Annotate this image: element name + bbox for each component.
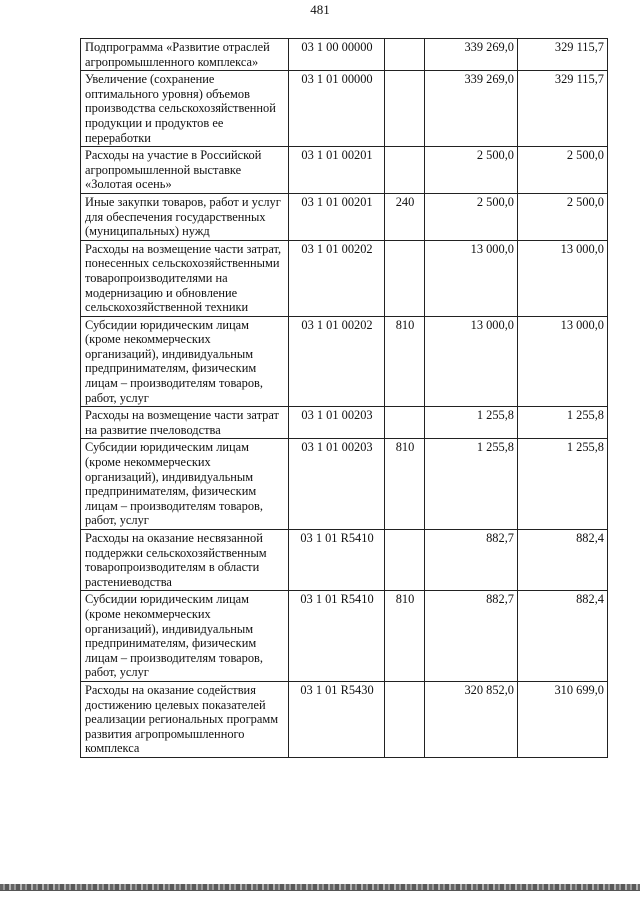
row-vr: 240	[385, 193, 425, 240]
row-sum-1: 339 269,0	[425, 71, 518, 147]
row-sum-1: 13 000,0	[425, 240, 518, 316]
row-sum-1: 1 255,8	[425, 407, 518, 439]
table-row	[81, 439, 608, 530]
row-sum-2: 329 115,7	[518, 39, 608, 71]
row-sum-2: 882,4	[518, 530, 608, 591]
row-sum-2: 310 699,0	[518, 681, 608, 757]
row-name: Расходы на возмещение части затрат на развитие пчеловодства	[81, 407, 289, 439]
row-code: 03 1 01 00203	[289, 439, 385, 530]
row-code: 03 1 01 00201	[289, 147, 385, 194]
row-sum-1: 1 255,8	[425, 439, 518, 530]
budget-table	[80, 38, 608, 758]
table-row	[81, 530, 608, 591]
row-sum-2: 13 000,0	[518, 316, 608, 407]
row-sum-1: 882,7	[425, 530, 518, 591]
row-vr: 810	[385, 591, 425, 682]
row-sum-2: 2 500,0	[518, 147, 608, 194]
row-code: 03 1 00 00000	[289, 39, 385, 71]
row-vr	[385, 147, 425, 194]
row-name: Подпрограмма «Развитие отраслей агропромышленного комплекса»	[81, 39, 289, 71]
row-name: Субсидии юридическим лицам (кроме некоммерческих организаций), индивидуальным предпринимателям, физическим лицам – производителям товаров, работ, услуг	[81, 591, 289, 682]
row-sum-1: 13 000,0	[425, 316, 518, 407]
table-row	[81, 591, 608, 682]
row-name: Расходы на возмещение части затрат, понесенных сельскохозяйственными товаропроизводителями на модернизацию и обновление сельскохозяйственной техники	[81, 240, 289, 316]
row-sum-2: 1 255,8	[518, 439, 608, 530]
row-name: Субсидии юридическим лицам (кроме некоммерческих организаций), индивидуальным предпринимателям, физическим лицам – производителям товаров, работ, услуг	[81, 316, 289, 407]
scan-edge-line	[0, 890, 640, 891]
row-vr: 810	[385, 439, 425, 530]
row-vr	[385, 681, 425, 757]
row-sum-2: 2 500,0	[518, 193, 608, 240]
row-name: Увеличение (сохранение оптимального уровня) объемов производства сельскохозяйственной продукции и продуктов ее переработки	[81, 71, 289, 147]
row-vr: 810	[385, 316, 425, 407]
row-vr	[385, 530, 425, 591]
row-vr	[385, 39, 425, 71]
row-name: Расходы на оказание несвязанной поддержки сельскохозяйственным товаропроизводителям в области растениеводства	[81, 530, 289, 591]
row-code: 03 1 01 00201	[289, 193, 385, 240]
row-name: Расходы на участие в Российской агропромышленной выставке «Золотая осень»	[81, 147, 289, 194]
table-row	[81, 71, 608, 147]
table-row	[81, 240, 608, 316]
row-vr	[385, 240, 425, 316]
row-name: Субсидии юридическим лицам (кроме некоммерческих организаций), индивидуальным предпринимателям, физическим лицам – производителям товаров, работ, услуг	[81, 439, 289, 530]
row-code: 03 1 01 00000	[289, 71, 385, 147]
table-row	[81, 316, 608, 407]
row-sum-1: 882,7	[425, 591, 518, 682]
table-row	[81, 193, 608, 240]
row-vr	[385, 71, 425, 147]
row-vr	[385, 407, 425, 439]
row-code: 03 1 01 R5410	[289, 530, 385, 591]
page-number: 481	[310, 2, 330, 17]
row-code: 03 1 01 R5430	[289, 681, 385, 757]
table-row	[81, 147, 608, 194]
row-sum-1: 320 852,0	[425, 681, 518, 757]
row-code: 03 1 01 00202	[289, 240, 385, 316]
table-row	[81, 407, 608, 439]
row-name: Расходы на оказание содействия достижению целевых показателей реализации региональных программ развития агропромышленного комплекса	[81, 681, 289, 757]
row-code: 03 1 01 00202	[289, 316, 385, 407]
row-sum-1: 339 269,0	[425, 39, 518, 71]
table-row	[81, 681, 608, 757]
row-code: 03 1 01 00203	[289, 407, 385, 439]
row-sum-1: 2 500,0	[425, 193, 518, 240]
table-row	[81, 39, 608, 71]
row-name: Иные закупки товаров, работ и услуг для обеспечения государственных (муниципальных) нужд	[81, 193, 289, 240]
row-sum-1: 2 500,0	[425, 147, 518, 194]
row-sum-2: 1 255,8	[518, 407, 608, 439]
row-sum-2: 882,4	[518, 591, 608, 682]
row-sum-2: 13 000,0	[518, 240, 608, 316]
row-sum-2: 329 115,7	[518, 71, 608, 147]
row-code: 03 1 01 R5410	[289, 591, 385, 682]
